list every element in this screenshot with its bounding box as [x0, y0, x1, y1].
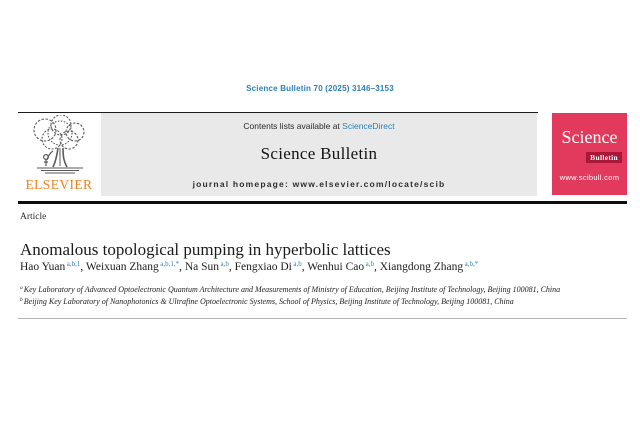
author: [307, 261, 380, 273]
author-name: Fengxiao Di: [234, 261, 292, 273]
author-list: [20, 259, 625, 276]
author-name: Na Sun: [184, 261, 220, 273]
author-name: Hao Yuan: [20, 261, 66, 273]
elsevier-logo: [20, 115, 98, 193]
cover-url: www.scibull.com: [559, 173, 620, 182]
author-affil-sup: a,b: [220, 260, 229, 268]
contents-line: [101, 121, 537, 131]
author-separator: ,: [80, 261, 86, 273]
author-affil-sup: a,b,1: [66, 260, 81, 268]
author-affil-sup: a,b,1,*: [160, 260, 180, 268]
elsevier-wordmark: ELSEVIER: [25, 177, 93, 192]
cover-title: Science: [561, 127, 618, 147]
sciencedirect-link[interactable]: ScienceDirect: [342, 121, 395, 131]
citation-line: Science Bulletin 70 (2025) 3146–3153: [246, 84, 394, 93]
cover-subtitle: Bulletin: [586, 152, 622, 163]
author-separator: ,: [374, 261, 380, 273]
article-title: Anomalous topological pumping in hyperbolic lattices: [20, 240, 391, 260]
contents-prefix: Contents lists available at: [243, 121, 343, 131]
homepage-url-link[interactable]: www.elsevier.com/locate/scib: [292, 179, 446, 189]
author: [86, 261, 185, 273]
author: [185, 261, 235, 273]
affiliation: [20, 285, 625, 297]
affiliation-marker: b: [20, 296, 23, 303]
affiliation-marker: a: [20, 285, 23, 291]
author-separator: ,: [228, 261, 235, 273]
author-affil-sup: a,b: [365, 260, 374, 268]
affiliation: [20, 297, 625, 309]
affiliation-text: Key Laboratory of Advanced Optoelectronic Quantum Architecture and Measurements of Ministry of Education, Beijing Institute of Technology, Beijing 100081, China: [23, 285, 561, 294]
journal-homepage-line: [101, 179, 537, 189]
elsevier-tree-icon: [25, 115, 93, 175]
affiliation-list: [20, 285, 625, 308]
author-separator: ,: [179, 261, 185, 273]
author: [235, 261, 308, 273]
journal-title: Science Bulletin: [260, 144, 378, 163]
affiliation-text: Beijing Key Laboratory of Nanophotonics & Ultrafine Optoelectronic Systems, School of Physics, Beijing Institute of Technology, Beijing 100081, China: [23, 296, 514, 306]
author-name: Wenhui Cao: [307, 261, 365, 273]
author-name: Xiangdong Zhang: [379, 261, 464, 273]
homepage-prefix: journal homepage:: [192, 179, 293, 189]
author-affil-sup: a,b: [293, 260, 302, 268]
article-type-label: Article: [20, 212, 47, 222]
author: [20, 261, 86, 273]
journal-masthead: [101, 113, 537, 196]
cover-subtitle-wrap: [552, 147, 627, 165]
journal-cover: [552, 113, 627, 195]
author-separator: ,: [301, 261, 308, 273]
header-bottom-rule: [18, 318, 627, 319]
author-name: Weixuan Zhang: [85, 261, 159, 273]
author: [380, 261, 478, 273]
author-affil-sup: a,b,*: [464, 260, 479, 268]
header-thick-rule: [18, 201, 627, 204]
